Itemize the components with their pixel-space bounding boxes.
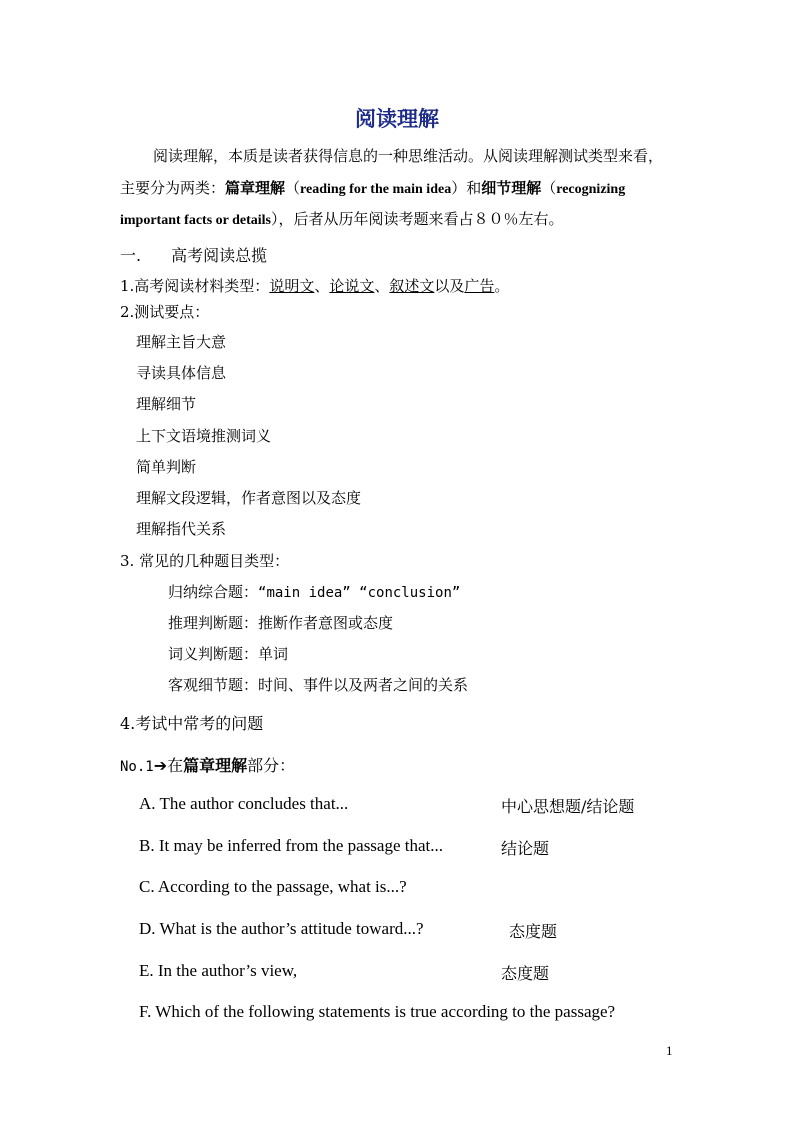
intro-text: 主要分为两类：	[120, 179, 226, 197]
intro-line-3	[120, 208, 564, 229]
question-type-label: 客观细节题：	[168, 676, 259, 694]
question-type-label: 归纳综合题：	[168, 583, 259, 601]
question-stem: B. It may be inferred from the passage that...	[139, 836, 444, 855]
intro-text-end: ），后者从历年阅读考题来看占８０％左右。	[271, 210, 564, 228]
separator: 、	[374, 277, 390, 295]
test-point: 理解主旨大意	[136, 333, 227, 351]
question-stem: D. What is the author’s attitude toward...?	[139, 919, 424, 938]
document-title: 阅读理解	[355, 106, 439, 131]
intro-line-1: 阅读理解，本质是读者获得信息的一种思维活动。从阅读理解测试类型来看，	[153, 147, 664, 165]
separator: 、	[314, 277, 330, 295]
question-stem: C. According to the passage, what is...?	[139, 877, 407, 896]
test-point: 寻读具体信息	[136, 364, 227, 382]
question-category: 态度题	[501, 964, 550, 983]
question-type-label: 词义判断题：	[168, 645, 259, 663]
argumentative-text-type: 论说文	[329, 277, 375, 295]
discourse-comprehension-term: 篇章理解	[183, 756, 248, 775]
intro-paren-open: （	[285, 179, 301, 197]
conjunction: 以及	[434, 277, 465, 295]
page-number: 1	[666, 1043, 673, 1058]
no1-text-a: 在	[167, 756, 184, 775]
section-heading	[120, 243, 267, 266]
item-2-heading: 2.测试要点：	[120, 303, 210, 321]
no1-heading	[120, 753, 295, 776]
intro-paren-open-2: （	[541, 179, 557, 197]
item-1	[120, 275, 509, 296]
intro-line-2	[120, 177, 625, 198]
question-category: 中心思想题/结论题	[501, 797, 635, 816]
test-point: 理解细节	[136, 395, 197, 413]
question-type-value: “main idea” “conclusion”	[258, 585, 461, 601]
test-point: 上下文语境推测词义	[136, 427, 272, 445]
detail-comprehension-term: 细节理解	[481, 179, 542, 197]
intro-paren-close: ）和	[451, 179, 482, 197]
question-type-row	[168, 643, 288, 664]
question-stem: E. In the author’s view,	[139, 961, 298, 980]
question-type-row	[168, 612, 393, 633]
no1-text-c: 部分：	[247, 756, 296, 775]
question-type-value: 时间、事件以及两者之间的关系	[258, 676, 469, 694]
question-type-value: 推断作者意图或态度	[258, 614, 394, 632]
main-idea-english: reading for the main idea	[300, 182, 452, 197]
question-category: 态度题	[509, 922, 558, 941]
question-type-row	[168, 581, 460, 602]
question-stem: A. The author concludes that...	[139, 794, 349, 813]
section-title: 高考阅读总揽	[171, 246, 268, 265]
question-type-value: 单词	[258, 645, 289, 663]
narrative-text-type: 叙述文	[389, 277, 435, 295]
item-4-heading: 4.考试中常考的问题	[120, 714, 264, 733]
test-point: 理解文段逻辑，作者意图以及态度	[136, 489, 362, 507]
right-arrow-icon: ➔	[153, 756, 168, 775]
recognizing-english: recognizing	[556, 182, 626, 197]
period: 。	[494, 277, 510, 295]
test-point: 简单判断	[136, 458, 197, 476]
question-type-row	[168, 674, 468, 695]
advertisement-text-type: 广告	[464, 277, 495, 295]
question-category: 结论题	[501, 839, 550, 858]
test-point: 理解指代关系	[136, 520, 227, 538]
question-type-label: 推理判断题：	[168, 614, 259, 632]
question-stem: F. Which of the following statements is true according to the passage?	[139, 1002, 616, 1021]
item-3-heading: 3. 常见的几种题目类型：	[120, 552, 290, 570]
expository-text-type: 说明文	[269, 277, 315, 295]
no1-prefix: No.1	[120, 759, 154, 775]
item-1-prefix: 1.高考阅读材料类型：	[120, 277, 270, 295]
discourse-comprehension-term: 篇章理解	[225, 179, 286, 197]
facts-details-english: important facts or details	[120, 213, 271, 228]
section-number: 一.	[120, 246, 142, 265]
